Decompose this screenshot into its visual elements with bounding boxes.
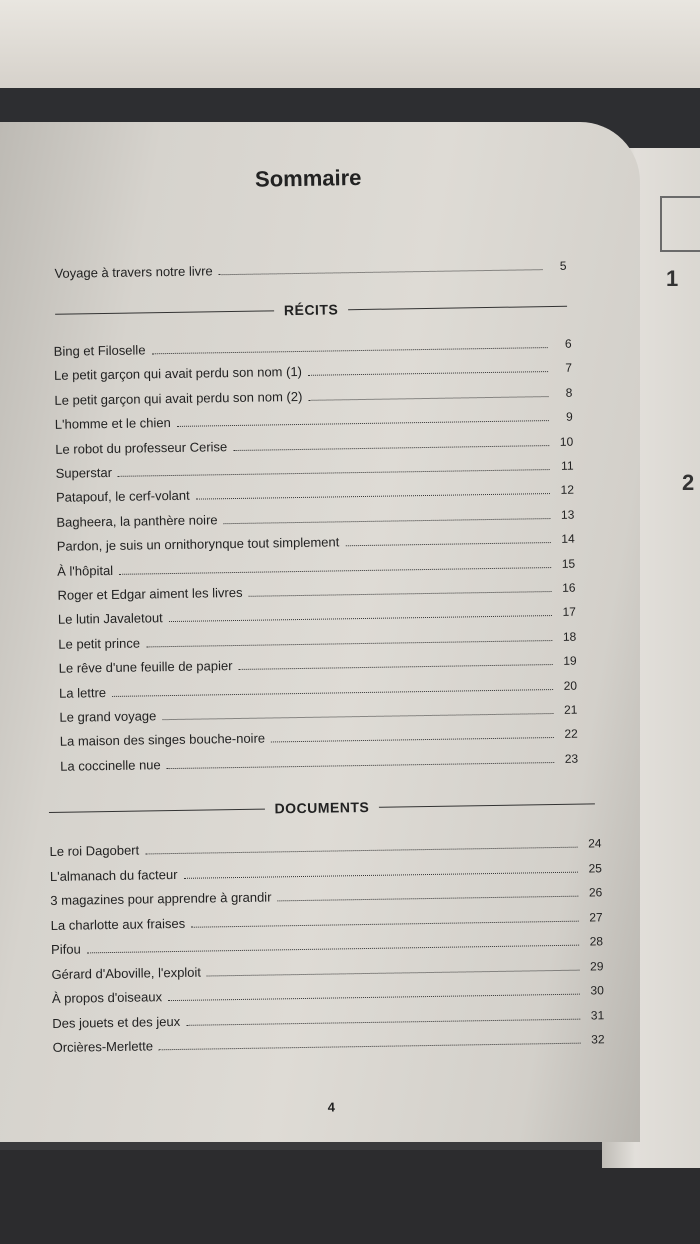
dot-leader — [119, 556, 551, 575]
dot-leader — [112, 678, 553, 697]
toc-entry-page: 22 — [564, 727, 578, 742]
toc-entry-page: 12 — [560, 483, 575, 498]
toc-entry-page: 18 — [562, 629, 577, 644]
toc-entry-page: 9 — [566, 409, 573, 424]
toc-entry — [53, 1031, 605, 1058]
toc-entry — [51, 933, 603, 960]
toc-entry-page: 15 — [561, 556, 576, 571]
dot-leader — [196, 482, 550, 500]
toc-entry-page: 13 — [560, 507, 575, 522]
toc-entry-title: À l'hôpital — [57, 562, 114, 579]
toc-entry — [52, 1007, 604, 1034]
section-rule — [348, 305, 567, 309]
toc-entry-page: 7 — [565, 361, 573, 376]
toc-entry-title: À propos d'oiseaux — [51, 989, 163, 1006]
dot-leader — [159, 1032, 581, 1051]
toc-entry-page: 26 — [588, 885, 603, 900]
dot-leader — [271, 726, 554, 742]
toc-entry-page: 21 — [563, 702, 578, 717]
toc-entry — [52, 982, 604, 1009]
dot-leader — [277, 885, 578, 902]
toc-entry-title: Le lutin Javaletout — [57, 610, 163, 628]
toc-entry-title: Le rêve d'une feuille de papier — [58, 658, 233, 676]
dot-leader — [183, 860, 578, 878]
toc-entry — [57, 531, 575, 557]
toc-entry-page: 30 — [590, 983, 604, 998]
toc-entry-page: 29 — [589, 958, 604, 973]
toc-entry — [50, 884, 602, 911]
toc-entry — [54, 360, 572, 386]
toc-entry-page: 24 — [588, 836, 602, 851]
toc-entry-page: 19 — [563, 653, 577, 669]
dot-leader — [308, 385, 548, 401]
toc-intro-entry — [54, 258, 566, 284]
toc-entry-title: Le petit garçon qui avait perdu son nom (2) — [54, 388, 303, 408]
toc-entry-page: 23 — [564, 751, 579, 766]
dot-leader — [219, 258, 543, 275]
toc-entry — [60, 750, 578, 776]
toc-entry — [51, 909, 603, 936]
toc-entry-title: Roger et Edgar aiment les livres — [57, 584, 243, 603]
toc-entry-title: Patapouf, le cerf-volant — [55, 488, 190, 506]
toc-entry-page: 10 — [559, 434, 574, 449]
section-rule — [55, 310, 274, 314]
dot-leader — [145, 836, 578, 855]
dot-leader — [168, 983, 580, 1001]
toc-entry-title: Bing et Filoselle — [53, 342, 146, 359]
toc-entry — [54, 384, 572, 410]
toc-entry-page: 8 — [565, 385, 573, 400]
toc-entry-title: Orcières-Merlette — [52, 1038, 154, 1055]
toc-entry-title: Gérard d'Aboville, l'exploit — [51, 964, 202, 982]
table-of-contents — [0, 117, 628, 1147]
toc-entry-title: Le grand voyage — [59, 708, 157, 725]
dot-leader — [169, 604, 552, 622]
toc-entry-title: Le robot du professeur Cerise — [55, 438, 228, 457]
toc-entry-title: La maison des singes bouche-noire — [59, 730, 266, 750]
toc-entry — [58, 628, 576, 654]
toc-entry-page: 25 — [588, 860, 603, 875]
section-rule — [379, 803, 595, 807]
toc-entry-title: La charlotte aux fraises — [50, 915, 186, 933]
toc-entry-page: 6 — [564, 336, 572, 351]
toc-entry-page: 20 — [563, 678, 578, 693]
toc-entry-title: L'almanach du facteur — [49, 866, 178, 884]
toc-entry-page: 16 — [562, 580, 576, 595]
toc-entry-page: 27 — [589, 909, 603, 924]
toc-entry — [55, 409, 573, 435]
toc-entry — [54, 336, 572, 362]
toc-entry — [57, 580, 575, 606]
toc-entry-page: 28 — [589, 934, 604, 949]
table-bottom — [0, 1150, 700, 1244]
toc-entry — [51, 958, 603, 985]
toc-entry-title: Pifou — [50, 941, 81, 957]
toc-entry-page: 17 — [562, 605, 576, 620]
toc-entry-title: 3 magazines pour apprendre à grandir — [50, 889, 272, 908]
dot-leader — [87, 934, 579, 954]
toc-entry — [57, 555, 575, 581]
dot-leader — [207, 958, 580, 976]
dot-leader — [191, 909, 579, 927]
toc-entry — [59, 677, 577, 703]
toc-entry — [56, 458, 574, 484]
toc-entry-title: L'homme et le chien — [54, 415, 171, 433]
toc-entry — [58, 604, 576, 630]
section-title: DOCUMENTS — [274, 798, 370, 817]
toc-entry-page: 31 — [590, 1007, 605, 1022]
toc-entry-page: 5 — [559, 258, 567, 273]
section-rule — [49, 808, 265, 812]
dot-leader — [167, 751, 555, 769]
dot-leader — [233, 434, 549, 451]
toc-entry — [55, 433, 573, 459]
toc-entry-title: Bagheera, la panthère noire — [56, 512, 218, 530]
toc-entry-title: La lettre — [58, 684, 107, 701]
toc-entry-title: Le roi Dagobert — [49, 842, 140, 859]
page-title: Sommaire — [254, 164, 362, 192]
toc-entry-title: Le petit prince — [58, 635, 141, 652]
toc-entry-page: 32 — [591, 1032, 605, 1047]
toc-entry-title: La coccinelle nue — [60, 757, 161, 774]
side-mark-1: 1 — [666, 266, 679, 291]
section-recits — [55, 298, 567, 322]
toc-entry-title: Des jouets et des jeux — [52, 1013, 181, 1031]
page-number: 4 — [327, 1099, 335, 1115]
side-page-box — [660, 196, 700, 252]
dot-leader — [223, 507, 550, 524]
dot-leader — [162, 702, 553, 720]
toc-entry-title: Voyage à travers notre livre — [54, 263, 213, 281]
dot-leader — [186, 1007, 580, 1025]
toc-entry-page: 14 — [561, 531, 575, 547]
section-documents — [49, 795, 595, 820]
toc-entry — [59, 702, 577, 728]
toc-entry — [50, 860, 602, 887]
dot-leader — [345, 531, 551, 546]
toc-entry-title: Superstar — [55, 464, 113, 481]
dot-leader — [118, 458, 550, 477]
dot-leader — [151, 336, 547, 354]
dot-leader — [248, 580, 551, 597]
toc-entry — [60, 726, 578, 752]
toc-entry — [49, 835, 601, 862]
toc-entry — [56, 506, 574, 532]
dot-leader — [308, 360, 548, 376]
toc-entry — [59, 653, 577, 679]
dot-leader — [238, 653, 552, 670]
side-mark-2: 2 — [682, 470, 695, 495]
toc-entry — [56, 482, 574, 508]
toc-entry-title: Le petit garçon qui avait perdu son nom (1) — [53, 364, 303, 384]
section-title: RÉCITS — [283, 301, 339, 319]
toc-entry-page: 11 — [561, 458, 574, 473]
dot-leader — [146, 629, 552, 647]
toc-entry-title: Pardon, je suis un ornithorynque tout simplement — [56, 534, 340, 554]
dot-leader — [177, 409, 549, 427]
